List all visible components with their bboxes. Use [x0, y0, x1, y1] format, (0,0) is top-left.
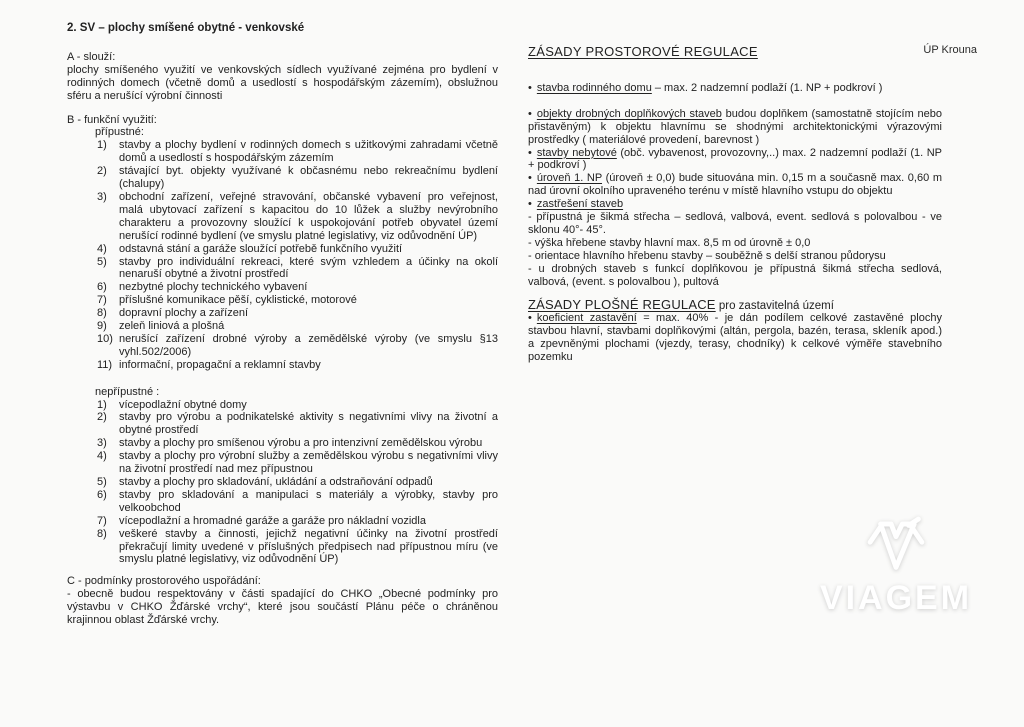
list-item-text: informační, propagační a reklamní stavby: [119, 358, 321, 371]
list-item-number: 6): [97, 488, 107, 501]
bullet-text: – max. 2 nadzemní podlaží (1. NP + podkroví ): [651, 81, 883, 94]
list-item: [95, 333, 498, 359]
section-c-body: - obecně budou respektovány v části spadající do CHKO „Obecné podmínky pro výstavbu v CHKO Žďárské vrchy“, které jsou součástí Plánu péče o chráněnou krajinnou oblast Žďárské vrchy.: [67, 588, 498, 627]
list-item-text: stavby a plochy pro smíšenou výrobu a pro intenzivní zemědělskou výrobu: [119, 437, 483, 450]
list-item-text: stavby pro individuální rekreaci, které svým vzhledem a účinky na okolí nenaruší obytné a životní prostředí: [119, 255, 498, 281]
list-item-number: 6): [97, 281, 107, 294]
list-item: [95, 476, 498, 489]
list-item-number: 1): [97, 398, 107, 411]
list-item: [95, 139, 498, 165]
section-a-body: plochy smíšeného využití ve venkovských sídlech využívané zejména pro bydlení v rodinných domech (včetně domů a usedlostí s hospodářským zázemím), obslužnou sféru a nerušící výrobní činnosti: [67, 63, 498, 102]
bullet-text: budou doplňkem (samostatně stojícím nebo přistavěným) k objektu hlavnímu se shodnými architektonickými výrazovými prostředky ( materiálové provedení, barevnost ): [528, 107, 942, 146]
list-item-text: stávající byt. objekty využívané k občasnému nebo rekreačnímu bydlení (chalupy): [119, 165, 498, 191]
bullet-icon: •: [528, 107, 532, 120]
bullet-lead: stavby nebytové: [536, 146, 617, 159]
list-item-number: 2): [97, 411, 107, 424]
section-b-heading: B - funkční využití:: [67, 113, 157, 126]
diamond-icon: [861, 516, 931, 574]
list-item-text: odstavná stání a garáže sloužící potřebě funkčního využití: [119, 242, 403, 255]
list-item: [95, 437, 498, 450]
roof-rule: - výška hřebene stavby hlavní max. 8,5 m od úrovně ± 0,0: [528, 236, 811, 249]
list-item-text: příslušné komunikace pěší, cyklistické, motorové: [119, 294, 357, 307]
right-column: [528, 46, 942, 364]
list-item: [95, 320, 498, 333]
viagem-watermark: [800, 516, 992, 618]
roof-rule: - u drobných staveb s funkcí doplňkovou je přípustná šikmá střecha sedlová, valbová, (event. s polovalbou ), pultová: [528, 262, 942, 288]
list-item: [95, 281, 498, 294]
list-item-number: 3): [97, 437, 107, 450]
bullet-item: [528, 108, 942, 147]
list-item-text: dopravní plochy a zařízení: [119, 307, 249, 320]
list-item-number: 5): [97, 255, 107, 268]
permitted-label: přípustné:: [95, 126, 144, 139]
list-item-text: vícepodlažní obytné domy: [119, 398, 247, 411]
bullet-lead: koeficient zastavění: [536, 312, 637, 325]
area-regulation-heading-suffix: pro zastavitelná území: [715, 299, 834, 312]
list-item-text: stavby a plochy bydlení v rodinných domech s užitkovými zahradami včetně domů a usedlostí s hospodářským zázemím: [119, 139, 498, 165]
list-item-number: 7): [97, 514, 107, 527]
list-item: [95, 359, 498, 372]
left-column: [67, 22, 498, 627]
list-item-text: veškeré stavby a činnosti, jejichž negativní účinky na životní prostředí překračují limity uvedené v příslušných předpisech nad přípustnou míru (ve smyslu platné legislativy, viz odůvodnění ÚP): [119, 527, 498, 566]
bullet-icon: •: [528, 146, 532, 159]
list-item-text: nerušící zařízení drobné výroby a zemědělské výroby (ve smyslu §13 vyhl.502/2006): [119, 332, 498, 358]
bullet-icon: •: [528, 198, 532, 211]
roof-rule: - přípustná je šikmá střecha – sedlová, valbová, event. sedlová s polovalbou - ve sklonu 40°- 45°.: [528, 211, 942, 236]
bullet-icon: •: [528, 172, 532, 185]
list-item: [95, 489, 498, 515]
list-item-number: 11): [97, 358, 113, 371]
list-item: [95, 528, 498, 567]
area-regulation-heading: ZÁSADY PLOŠNÉ REGULACE pro zastavitelná území: [528, 296, 834, 312]
list-item: [95, 307, 498, 320]
list-item: [95, 191, 498, 243]
list-item-number: 1): [97, 139, 107, 152]
list-item-text: stavby a plochy pro výrobní služby a zemědělskou výrobu s negativními vlivy na životní prostředí nad mez přípustnou: [119, 450, 498, 476]
section-a-heading: A - slouží:: [67, 50, 116, 63]
list-item: [95, 515, 498, 528]
list-item: [95, 165, 498, 191]
page-title: 2. SV – plochy smíšené obytné - venkovské: [67, 22, 305, 34]
list-item-number: 8): [97, 307, 107, 320]
spatial-regulation-heading: ZÁSADY PROSTOROVÉ REGULACE: [528, 44, 758, 59]
list-item-text: zeleň liniová a plošná: [119, 320, 225, 333]
list-item-number: 5): [97, 476, 107, 488]
bullet-item: [528, 172, 942, 198]
list-item-number: 7): [97, 294, 107, 307]
list-item: [95, 294, 498, 307]
list-item-number: 9): [97, 320, 107, 333]
bullet-icon: •: [528, 312, 532, 325]
list-item-text: obchodní zařízení, veřejné stravování, občanské vybavení pro veřejnost, malá ubytovací zařízení s kapacitou do 10 lůžek a služby nevýrobního charakteru a provozovny sloužící k uspokojování potřeb obyvatel území nerušící rodinné bydlení (ve smyslu platné legislativy, viz odůvodnění ÚP): [119, 190, 498, 242]
list-item: [95, 243, 498, 256]
roof-rule: - orientace hlavního hřebenu stavby – souběžně s delší stranou půdorysu: [528, 249, 886, 262]
bullet-text: (úroveň ± 0,0) bude situována min. 0,15 m a současně max. 0,60 m nad úrovní okolního upraveného terénu v místě hlavního vstupu do objektu: [528, 172, 942, 198]
bullet-item: [528, 312, 942, 364]
not-permitted-label: nepřípustné :: [95, 385, 160, 398]
list-item-text: stavby a plochy pro skladování, ukládání a odstraňování odpadů: [119, 476, 433, 488]
list-item: [95, 399, 498, 412]
watermark-text: VIAGEM: [819, 579, 973, 617]
list-item-number: 4): [97, 242, 107, 255]
bullet-item: [528, 82, 942, 95]
list-item-number: 3): [97, 190, 107, 203]
bullet-text: = max. 40% - je dán podílem celkové zastavěné plochy stavbou hlavní, stavbami doplňkovými (altán, pergola, bazén, terasa, skleník apod.) a zpevněnými plochami (vjezdy, terasy, chodníky) k celkové výměře stavebního pozemku: [528, 312, 942, 364]
list-item-number: 8): [97, 527, 107, 540]
bullet-icon: •: [528, 81, 532, 94]
list-item-text: stavby pro skladování a manipulaci s materiály a výrobky, stavby pro velkoobchod: [119, 488, 498, 514]
bullet-lead: stavba rodinného domu: [536, 81, 652, 94]
bullet-item: [528, 147, 942, 173]
permitted-list: [67, 139, 498, 371]
section-c-heading: C - podmínky prostorového uspořádání:: [67, 575, 261, 588]
list-item-number: 2): [97, 165, 107, 178]
bullet-lead: zastřešení staveb: [536, 198, 624, 211]
list-item-number: 4): [97, 450, 107, 463]
list-item-text: vícepodlažní a hromadné garáže a garáže pro nákladní vozidla: [119, 514, 426, 527]
bullet-lead: objekty drobných doplňkových staveb: [536, 107, 722, 120]
list-item-number: 10): [97, 332, 113, 345]
bullet-item: [528, 198, 942, 211]
list-item: [95, 411, 498, 437]
bullet-lead: úroveň 1. NP: [536, 172, 603, 185]
list-item-text: stavby pro výrobu a podnikatelské aktivity s negativními vlivy na životní a obytné prostředí: [119, 411, 498, 437]
corner-label: ÚP Krouna: [923, 44, 977, 56]
list-item: [95, 256, 498, 282]
list-item-text: nezbytné plochy technického vybavení: [119, 281, 308, 294]
list-item: [95, 450, 498, 476]
bullet-text: (obč. vybavenost, provozovny,..) max. 2 nadzemní podlaží (1. NP + podkroví ): [528, 146, 942, 172]
not-permitted-list: [67, 399, 498, 567]
